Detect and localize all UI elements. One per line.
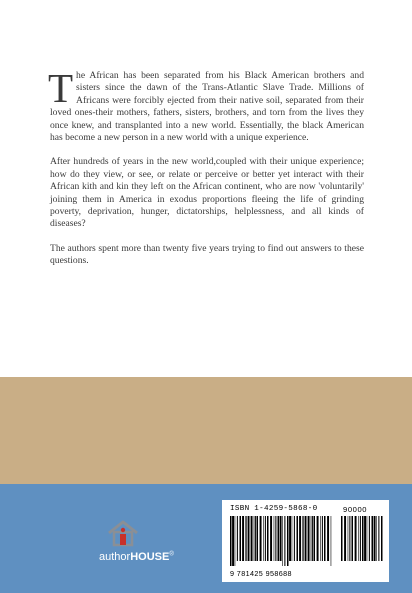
barcode-bar — [274, 516, 275, 561]
barcode-bar — [246, 516, 247, 561]
barcode-bar — [364, 516, 366, 561]
barcode-bar — [308, 516, 310, 561]
barcode-bar — [344, 516, 346, 561]
barcode-bar — [232, 516, 234, 566]
barcode-bar — [245, 516, 246, 561]
barcode-bar — [358, 516, 359, 561]
barcode-bar — [355, 516, 357, 561]
barcode-bar — [263, 516, 264, 561]
barcode-bar — [292, 516, 293, 561]
barcode-bar — [376, 516, 377, 561]
barcode-bar — [240, 516, 242, 561]
ean-barcode — [230, 516, 332, 566]
barcode-bar — [349, 516, 350, 561]
barcode-bar — [297, 516, 299, 561]
barcode-bar — [289, 516, 291, 561]
blurb — [48, 65, 364, 280]
barcode-bar — [378, 516, 379, 561]
barcode-bar — [255, 516, 256, 561]
addon-barcode — [341, 516, 383, 566]
barcode-bar — [284, 516, 285, 566]
barcode-bar — [367, 516, 368, 561]
barcode-bar — [265, 516, 266, 561]
barcode-bar — [235, 516, 236, 566]
barcode-bar — [341, 516, 343, 561]
isbn-label: ISBN 1-4259-5868-0 — [230, 505, 318, 513]
house-icon — [105, 519, 141, 547]
tan-band — [0, 377, 412, 484]
barcode-bar — [320, 516, 321, 561]
barcode-bar — [369, 516, 370, 561]
barcode-bar — [248, 516, 250, 561]
barcode-bar — [230, 516, 232, 566]
barcode-bar — [360, 516, 361, 561]
barcode-bar — [362, 516, 364, 561]
barcode-bar — [282, 516, 283, 566]
barcode-bar — [324, 516, 326, 561]
barcode-bar — [242, 516, 244, 561]
addon-code: 90000 — [343, 505, 368, 514]
barcode-bar — [374, 516, 376, 561]
drop-cap: T — [48, 65, 74, 111]
barcode-bar — [327, 516, 329, 561]
barcode-bar — [260, 516, 262, 561]
barcode-bar — [305, 516, 307, 561]
barcode-bar — [270, 516, 272, 561]
barcode-bar — [322, 516, 323, 561]
barcode-bar — [302, 516, 303, 561]
barcode-bar — [254, 516, 255, 561]
barcode-bar — [372, 516, 374, 561]
blurb-paragraph-1-text: he African has been separated from his Black American brothers and sisters since the dawn of the Trans-Atlantic Slave Trade. Millions of Africans were forcibly ejected from their native soil, separated from their loved ones-their mothers, fathers, sisters, brothers, and torn from the lives they once knew, and transplanted into a new world. Essentially, the black American has become a new person in a new world with a unique experience. — [50, 70, 364, 144]
registered-mark: ® — [169, 551, 174, 558]
publisher-name-part1: author — [99, 551, 131, 563]
barcode-bar — [381, 516, 383, 561]
barcode-bar — [331, 516, 332, 566]
blurb-paragraph-3: The authors spent more than twenty five years trying to find out answers to these questions. — [50, 242, 364, 267]
publisher-logo — [99, 519, 189, 569]
barcode-bar — [348, 516, 349, 561]
blurb-paragraph-1 — [48, 65, 364, 144]
barcode-bar — [278, 516, 280, 561]
barcode-bar — [303, 516, 304, 561]
barcode-bar — [294, 516, 295, 561]
blurb-paragraph-2: After hundreds of years in the new world,coupled with their unique experience; how do they view, or see, or relate or perceive or better yet interact with their African kith and kin they left on the African continent, who are now 'voluntarily' joining them in America in exodus proportions fleeing the life of grinding poverty, deprivation, hunger, dictatorships, helplessness, and all kinds of diseases? — [50, 156, 364, 230]
barcode-bar — [299, 516, 301, 561]
publisher-name-part2: HOUSE — [130, 551, 170, 563]
barcode-bar — [237, 516, 238, 561]
barcode-bar — [314, 516, 316, 561]
barcode-panel — [222, 500, 389, 582]
publisher-wordmark — [99, 551, 174, 563]
barcode-bar — [312, 516, 313, 561]
barcode-bar — [287, 516, 289, 566]
barcode-bar — [317, 516, 319, 561]
barcode-bar — [280, 516, 282, 561]
barcode-bar — [267, 516, 269, 561]
barcode-bar — [251, 516, 253, 561]
barcode-bar — [311, 516, 312, 561]
barcode-bar — [352, 516, 354, 561]
barcode-bar — [257, 516, 259, 561]
barcode-bar — [275, 516, 276, 561]
ean-number: 9 781425 958688 — [230, 569, 292, 578]
